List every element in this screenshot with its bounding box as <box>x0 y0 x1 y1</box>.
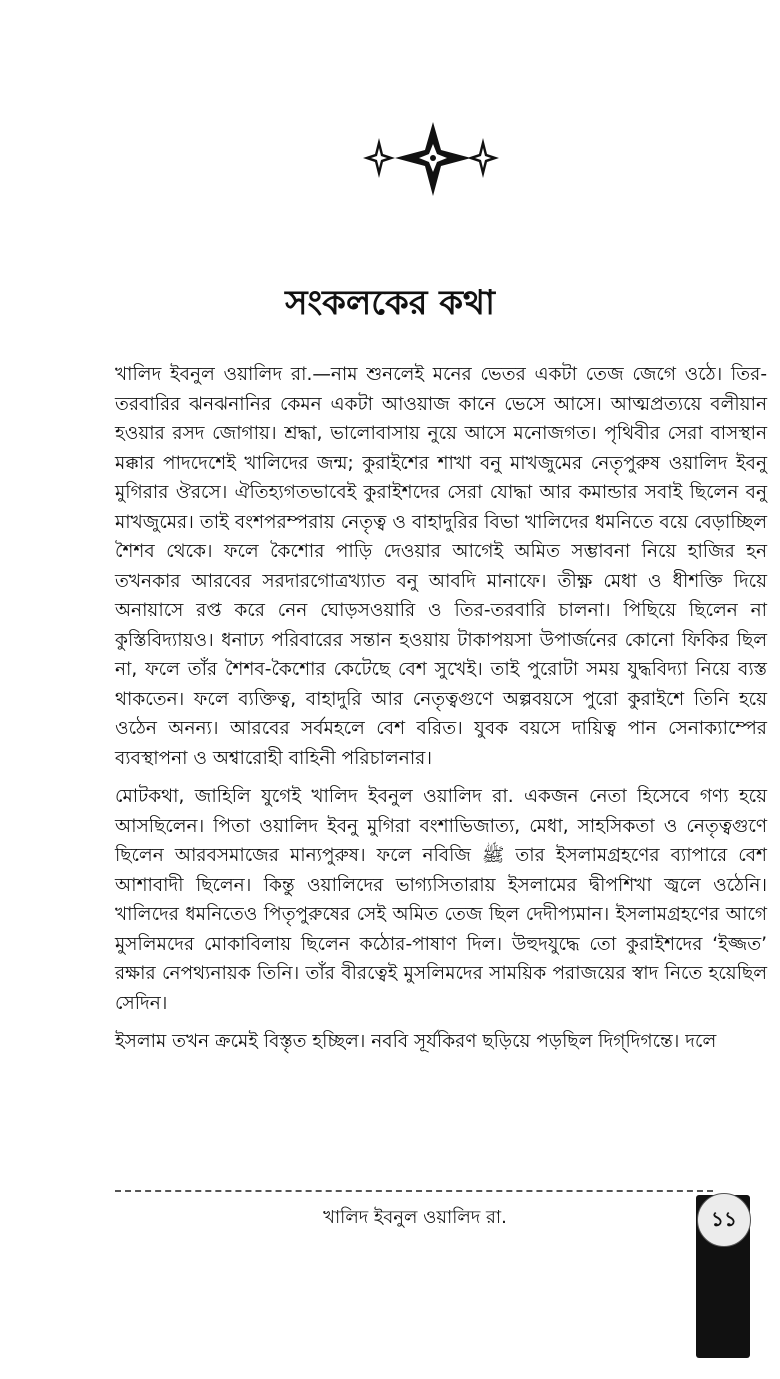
paragraph: মোটকথা, জাহিলি যুগেই খালিদ ইবনুল ওয়ালিদ রা. একজন নেতা হিসেবে গণ্য হয়ে আসছিলেন। পিতা ওয়ালিদ ইবনু মুগিরা বংশাভিজাত্য, মেধা, সাহসিকতা ও নেতৃত্বগুণে ছিলেন আরবসমাজের মান্যপুরুষ। ফলে নবিজি ﷺ তার ইসলামগ্রহণের ব্যাপারে বেশ আশাবাদী ছিলেন। কিন্তু ওয়ালিদের ভাগ্যসিতারায় ইসলামের দ্বীপশিখা জ্বলে ওঠেনি। খালিদের ধমনিতেও পিতৃপুরুষের সেই অমিত তেজ ছিল দেদীপ্যমান। ইসলামগ্রহণের আগে মুসলিমদের মোকাবিলায় ছিলেন কঠোর-পাষাণ দিল। উহুদযুদ্ধে তো কুরাইশদের ‘ইজ্জত’ রক্ষার নেপথ্যনায়ক তিনি। তাঁর বীরত্বেই মুসলিমদের সাময়িক পরাজয়ের স্বাদ নিতে হয়েছিল সেদিন। <box>115 786 767 1014</box>
page-number: ১১ <box>697 1193 751 1247</box>
paragraph: খালিদ ইবনুল ওয়ালিদ রা.—নাম শুনলেই মনের ভেতর একটা তেজ জেগে ওঠে। তির-তরবারির ঝনঝনানির কেমন একটা আওয়াজ কানে ভেসে আসে। আত্মপ্রত্যয়ে বলীয়ান হওয়ার রসদ জোগায়। শ্রদ্ধা, ভালোবাসায় নুয়ে আসে মনোজগত। পৃথিবীর সেরা বাসস্থান মক্কার পাদদেশেই খালিদের জন্ম; কুরাইশের শাখা বনু মাখজুমের নেতৃপুরুষ ওয়ালিদ ইবনু মুগিরার ঔরসে। ঐতিহ্যগতভাবেই কুরাইশদের সেরা যোদ্ধা আর কমান্ডার সবাই ছিলেন বনু মাখজুমের। তাই বংশপরম্পরায় নেতৃত্ব ও বাহাদুরির বিভা খালিদের ধমনিতে বয়ে বেড়াচ্ছিল শৈশব থেকে। ফলে কৈশোর পাড়ি দেওয়ার আগেই অমিত সম্ভাবনা নিয়ে হাজির হন তখনকার আরবের সরদারগোত্রখ্যাত বনু আবদি মানাফে। তীক্ষ্ণ মেধা ও ধীশক্তি দিয়ে অনায়াসে রপ্ত করে নেন ঘোড়সওয়ারি ও তির-তরবারি চালনা। পিছিয়ে ছিলেন না কুস্তিবিদ্যায়ও। ধনাঢ্য পরিবারের সন্তান হওয়ায় টাকাপয়সা উপার্জনের কোনো ফিকির ছিল না, ফলে তাঁর শৈশব-কৈশোর কেটেছে বেশ সুখেই। তাই পুরোটা সময় যুদ্ধবিদ্যা নিয়ে ব্যস্ত থাকতেন। ফলে ব্যক্তিত্ব, বাহাদুরি আর নেতৃত্বগুণে অল্পবয়সে পুরো কুরাইশে তিনি হয়ে ওঠেন অনন্য। আরবের সর্বমহলে বেশ বরিত। যুবক বয়সে দায়িত্ব পান সেনাক্যাম্পের ব্যবস্থাপনা ও অশ্বারোহী বাহিনী পরিচালনার। <box>115 364 767 769</box>
small-star-left-icon <box>363 138 395 178</box>
large-star-center-icon <box>395 122 471 196</box>
small-star-right-icon <box>467 138 499 178</box>
body-text <box>115 360 767 1066</box>
paragraph: ইসলাম তখন ক্রমেই বিস্তৃত হচ্ছিল। নববি সূর্যকিরণ ছড়িয়ে পড়ছিল দিগ্‌দিগন্তে। দলে <box>115 1031 717 1052</box>
running-title: খালিদ ইবনুল ওয়ালিদ রা. <box>323 1207 507 1228</box>
footer-divider <box>115 1190 713 1192</box>
four-point-star-ornament-icon <box>355 120 505 200</box>
chapter-title: সংকলকের কথা <box>285 283 495 323</box>
